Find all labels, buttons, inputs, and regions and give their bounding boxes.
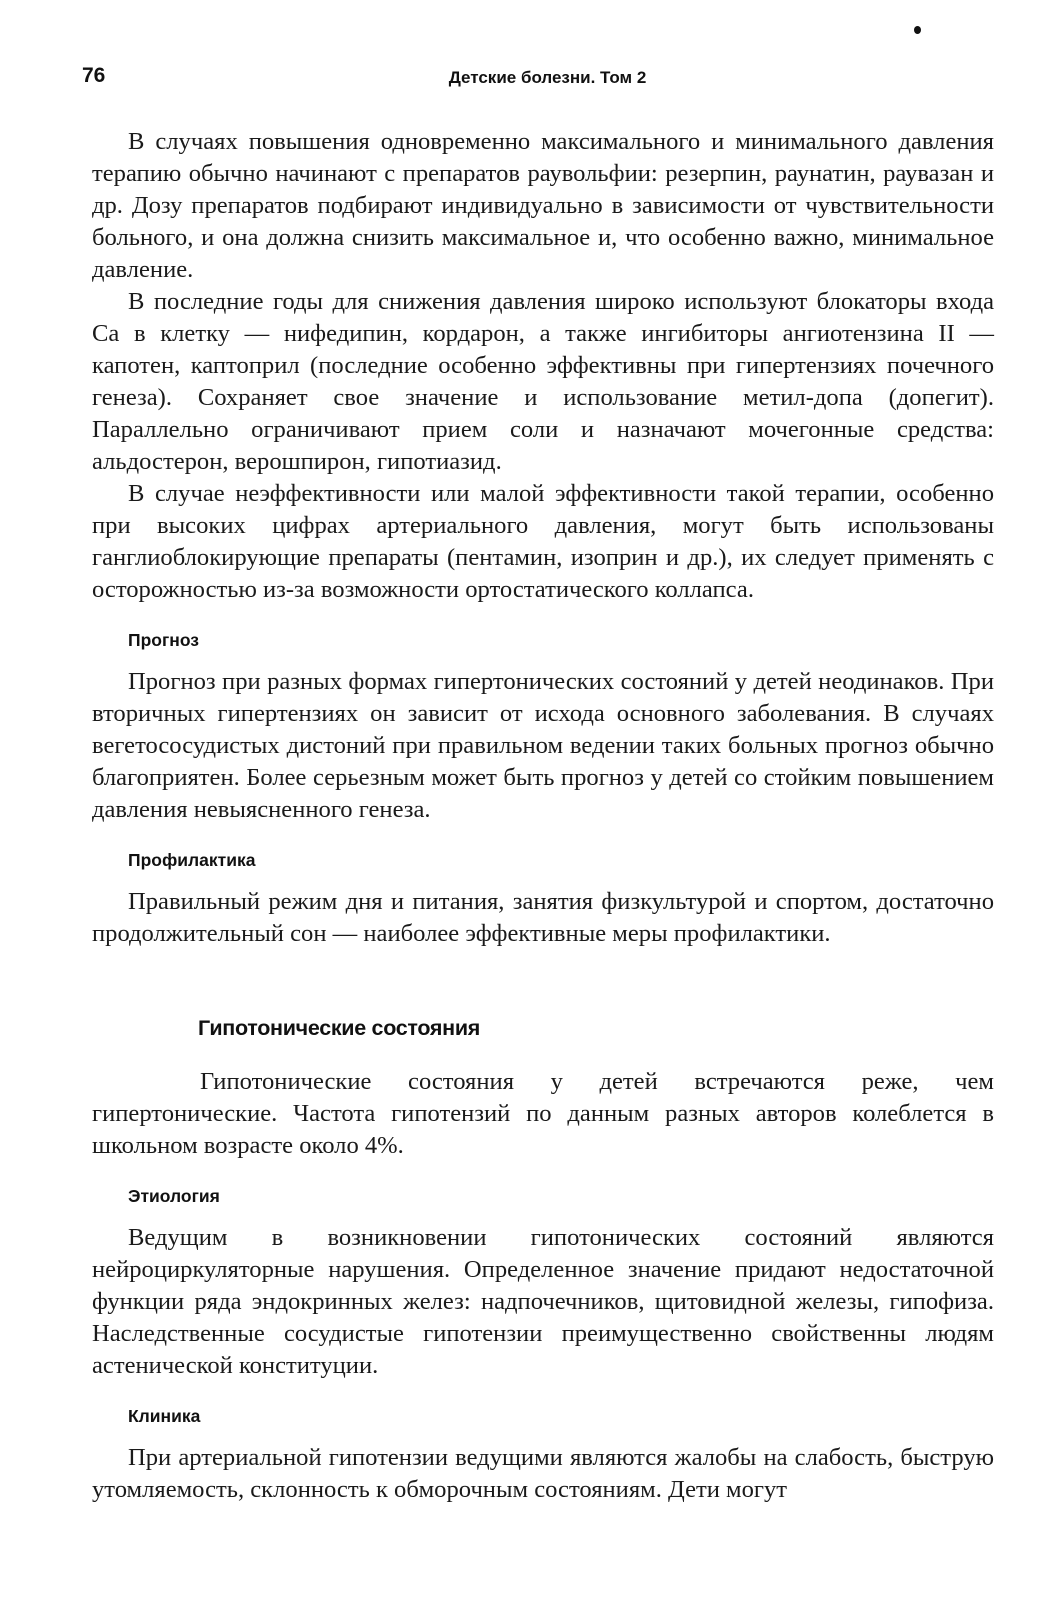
running-title: Детские болезни. Том 2 xyxy=(448,68,647,87)
ink-dot xyxy=(914,26,921,34)
subheading-etiology: Этиология xyxy=(128,1186,220,1206)
paragraph-prevention: Правильный режим дня и питания, занятия физкультурой и спортом, достаточно продолжительный сон — наиболее эффективные меры профилактики. xyxy=(92,888,994,947)
subheading-prevention: Профилактика xyxy=(128,850,256,870)
paragraph-prognosis: Прогноз при разных формах гипертонических состояний у детей неодинаков. При вторичных гипертензиях он зависит от исхода основного заболевания. В случаях вегетососудистых дистоний при правильном ведении таких больных прогноз обычно благоприятен. Более серьезным может быть прогноз у детей со стойким повышением давления невыясненного генеза. xyxy=(92,668,994,823)
paragraph-clinic: При артериальной гипотензии ведущими являются жалобы на слабость, быструю утомляемость, склонность к обморочным состояниям. Дети могут xyxy=(92,1444,994,1503)
paragraph-etiology: Ведущим в возникновении гипотонических состояний являются нейроциркуляторные нарушения. Определенное значение придают недостаточной функции ряда эндокринных желез: надпочечников, щитовидной железы, гипофиза. Наследственные сосудистые гипотензии преимущественно свойственны людям астенической конституции. xyxy=(92,1224,994,1379)
paragraph-ganglion-blockers: В случае неэффективности или малой эффективности такой терапии, особенно при высоких цифрах артериального давления, могут быть использованы ганглиоблокирующие препараты (пентамин, изоприн и др.), их следует применять с осторожностью из-за возможности ортостатического коллапса. xyxy=(92,480,994,603)
page-body xyxy=(92,126,994,1506)
section-heading-hypotonic-states: Гипотонические состояния xyxy=(198,1016,481,1040)
subheading-clinic: Клиника xyxy=(128,1406,201,1426)
paragraph-hypotonic-intro: Гипотонические состояния у детей встречаются реже, чем гипертонические. Частота гипотензий по данным разных авторов колеблется в школьном возрасте около 4%. xyxy=(92,1068,994,1159)
paragraph-hypertension-therapy: В случаях повышения одновременно максимального и минимального давления терапию обычно начинают с препаратов раувольфии: резерпин, раунатин, раувазан и др. Дозу препаратов подбирают индивидуально в зависимости от чувствительности больного, и она должна снизить максимальное и, что особенно важно, минимальное давление. xyxy=(92,128,994,283)
paragraph-calcium-blockers: В последние годы для снижения давления широко используют блокаторы входа Са в клетку — нифедипин, кордарон, а также ингибиторы ангиотензина II — капотен, каптоприл (последние особенно эффективны при гипертензиях почечного генеза). Сохраняет свое значение и использование метил-допа (допегит). Параллельно ограничивают прием соли и назначают мочегонные средства: альдостерон, верошпирон, гипотиазид. xyxy=(92,288,994,475)
page-number: 76 xyxy=(82,64,106,87)
subheading-prognosis: Прогноз xyxy=(128,630,199,650)
